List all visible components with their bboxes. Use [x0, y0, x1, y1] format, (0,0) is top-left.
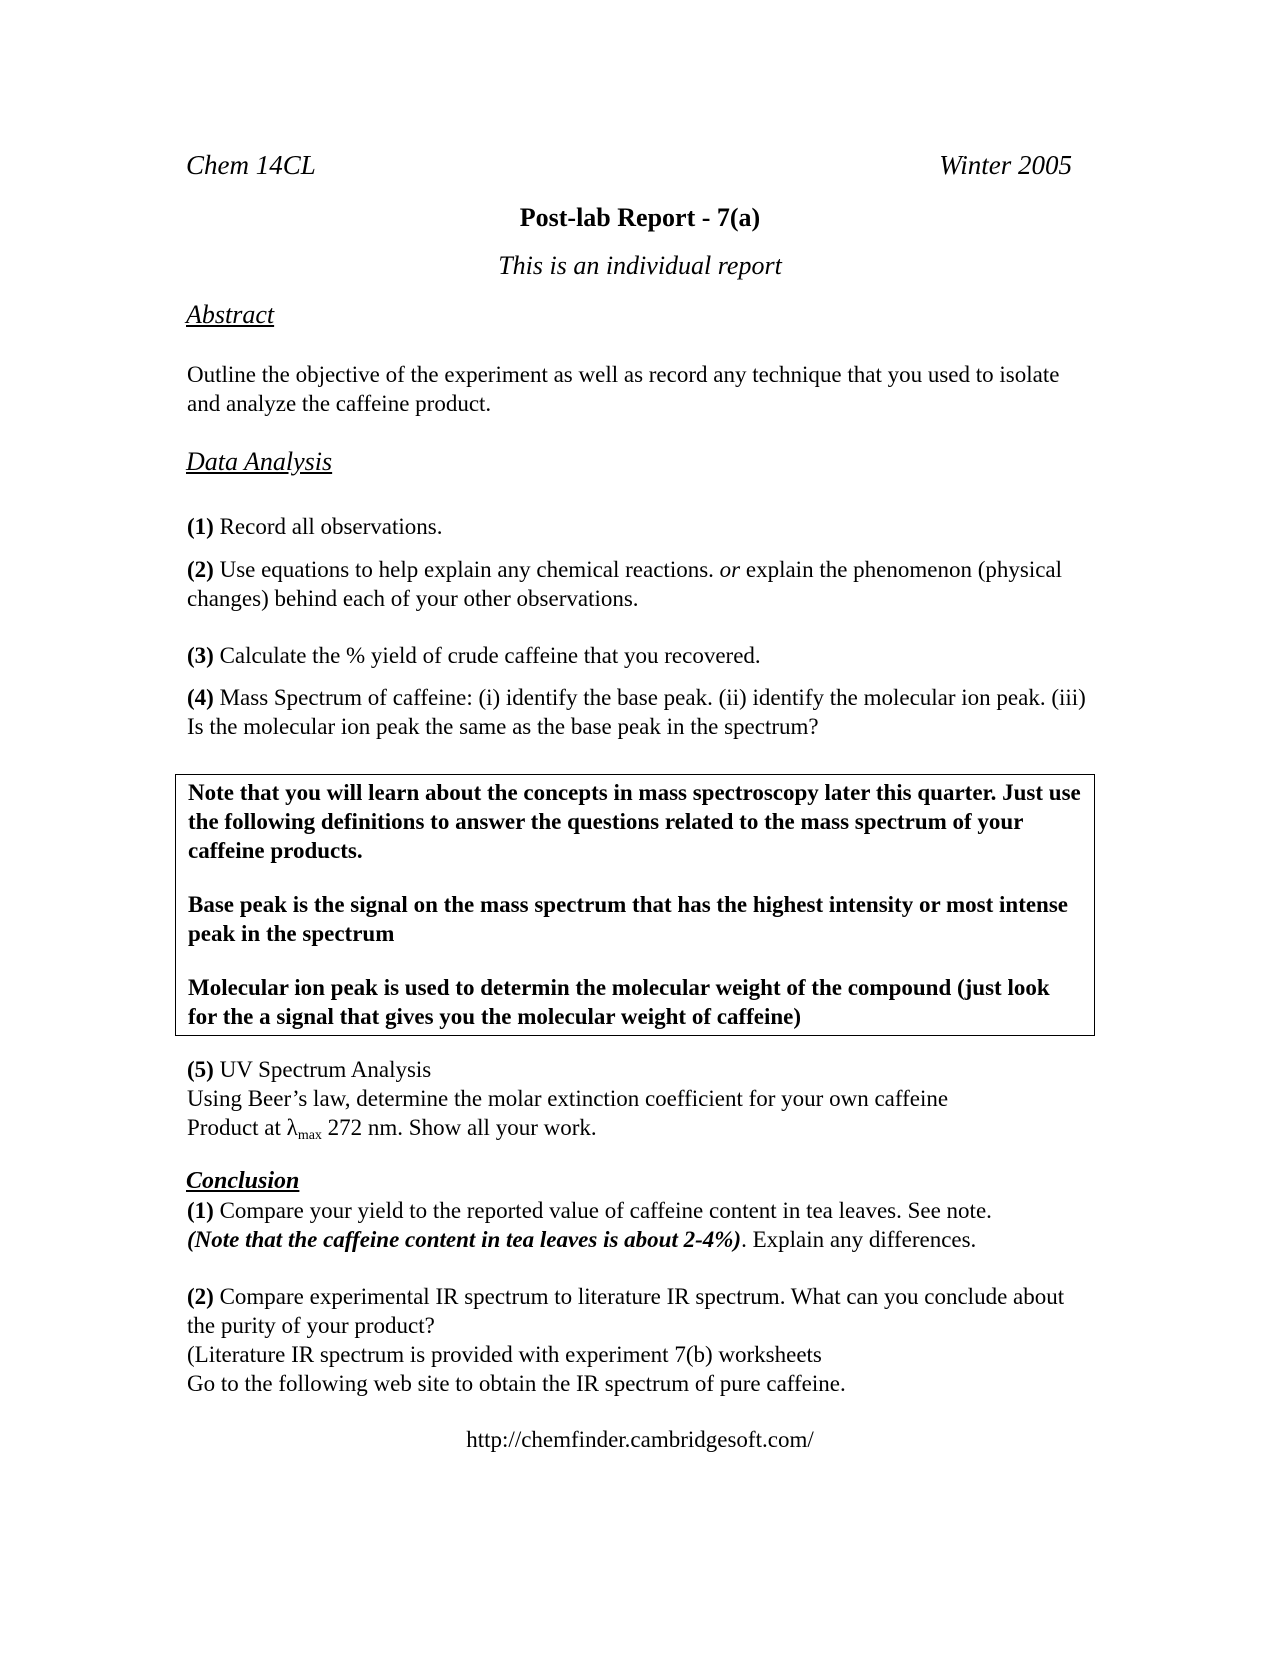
- mass-spec-note-box: [175, 774, 1095, 1036]
- page-title: Post-lab Report - 7(a): [519, 203, 761, 232]
- lambda-symbol: λ: [286, 1115, 298, 1140]
- item-number: (1): [187, 1198, 214, 1223]
- uv-title-line: [187, 1055, 1087, 1084]
- item-number: (1): [187, 514, 214, 539]
- item-number: (2): [187, 557, 214, 582]
- uv-analysis: [187, 1055, 1087, 1150]
- conclusion-item-1-line-1: (1) Compare your yield to the reported value of caffeine content in tea leaves. See note.: [187, 1198, 992, 1223]
- molecular-ion-definition: Molecular ion peak is used to determin the molecular weight of the compound (just look for the a signal that gives you the molecular weight of caffeine): [188, 975, 1050, 1029]
- item-text: explain the phenomenon (physical changes) behind each of your other observations.: [187, 557, 1063, 611]
- uv-line-2: Product at $\lambda_{max}$ 272 nm. Show all your work.: [187, 1115, 597, 1143]
- data-item-4: [187, 683, 1087, 741]
- conclusion-item-2-line-1: (2) Compare experimental IR spectrum to literature IR spectrum. What can you conclude about the purity of your product?: [187, 1284, 1065, 1338]
- conclusion-item-2: [187, 1282, 1087, 1398]
- item-number: (5): [187, 1057, 214, 1082]
- term: Winter 2005: [939, 150, 1072, 180]
- item-number: (2): [187, 1284, 214, 1309]
- item-number: (3): [187, 643, 214, 668]
- course-name: Chem 14CL: [186, 150, 316, 180]
- uv-title: UV Spectrum Analysis: [213, 1057, 432, 1082]
- uv-line-1: Using Beer’s law, determine the molar extinction coefficient for your own caffeine: [187, 1086, 949, 1111]
- abstract-heading: Abstract: [186, 300, 275, 329]
- chemfinder-url[interactable]: http://chemfinder.cambridgesoft.com/: [466, 1427, 814, 1452]
- item-number: (4): [187, 685, 214, 710]
- page-subtitle: This is an individual report: [498, 251, 782, 280]
- data-item-3: [187, 641, 1087, 670]
- data-analysis-heading: Data Analysis: [186, 447, 333, 476]
- item-text: Mass Spectrum of caffeine: (i) identify the base peak. (ii) identify the molecular ion peak. (iii) Is the molecular ion peak the same as the base peak in the spectrum?: [187, 685, 1086, 739]
- data-item-2: [187, 555, 1087, 613]
- lambda-subscript: max: [297, 1128, 322, 1143]
- conclusion-item-1: [187, 1196, 1087, 1254]
- data-item-1: [187, 512, 1087, 541]
- conclusion-item-2-line-2: (Literature IR spectrum is provided with experiment 7(b) worksheets: [187, 1342, 822, 1367]
- conclusion-item-1-line-2: (Note that the caffeine content in tea leaves is about 2-4%). Explain any differences.: [187, 1227, 977, 1252]
- base-peak-definition: Base peak is the signal on the mass spectrum that has the highest intensity or most intense peak in the spectrum: [188, 892, 1069, 946]
- item-emphasis: or: [719, 557, 741, 582]
- conclusion-heading: Conclusion: [186, 1168, 300, 1194]
- conclusion-item-2-line-3: Go to the following web site to obtain the IR spectrum of pure caffeine.: [187, 1371, 846, 1396]
- item-text: Use equations to help explain any chemical reactions.: [213, 557, 720, 582]
- note-intro: Note that you will learn about the concepts in mass spectroscopy later this quarter. Just use the following definitions to answer the questions related to the mass spectrum of your caffeine products.: [188, 780, 1081, 863]
- caffeine-content-note: (Note that the caffeine content in tea leaves is about 2-4%): [187, 1227, 742, 1252]
- item-text: Record all observations.: [213, 514, 443, 539]
- abstract-text: Outline the objective of the experiment as well as record any technique that you used to isolate and analyze the caffeine product.: [187, 362, 1060, 416]
- item-text: Calculate the % yield of crude caffeine that you recovered.: [213, 643, 761, 668]
